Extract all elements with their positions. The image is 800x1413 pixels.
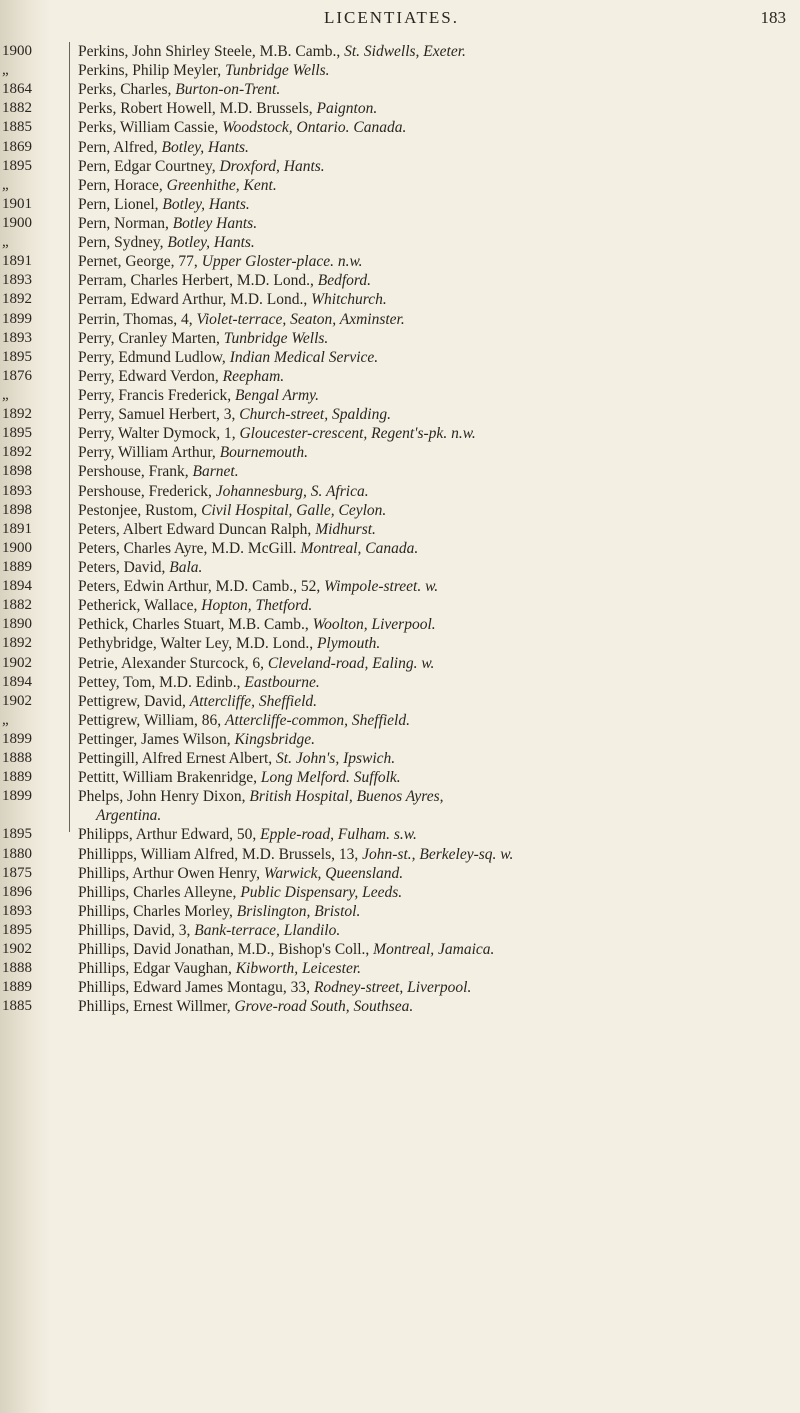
entry-year: 1893: [2, 482, 32, 499]
list-item: [0, 997, 800, 1016]
entry-name: Pethick, Charles Stuart, M.B. Camb.,: [78, 616, 313, 634]
entry-place: Botley, Hants.: [162, 195, 250, 213]
entry-name: Pern, Lionel,: [78, 195, 163, 213]
entry-name: Pern, Alfred,: [78, 138, 162, 156]
entry-text: [78, 443, 308, 462]
entry-name: Phillips, Edgar Vaughan,: [78, 960, 236, 978]
entry-place: Public Dispensary, Leeds.: [240, 883, 403, 901]
entry-place: Wimpole-street. w.: [324, 578, 439, 596]
entry-year: 1898: [2, 501, 32, 518]
entry-name: Perks, William Cassie,: [78, 119, 223, 137]
entry-place: Tunbridge Wells.: [223, 329, 329, 347]
entry-year: 1893: [2, 902, 32, 919]
entry-text: [78, 367, 284, 386]
entry-name: Perry, William Arthur,: [78, 444, 220, 462]
entry-year: 1893: [2, 272, 32, 289]
list-item: [0, 195, 800, 214]
entry-list: [0, 42, 800, 1017]
entry-text: [78, 997, 413, 1016]
entry-year: 1882: [2, 100, 32, 117]
entry-year: 1894: [2, 673, 32, 690]
entry-text: [78, 845, 513, 864]
entry-year: 1902: [2, 654, 32, 671]
entry-place: Attercliffe-common, Sheffield.: [225, 711, 410, 729]
entry-year: „: [2, 62, 9, 79]
entry-year: 1898: [2, 463, 32, 480]
entry-name: Pern, Horace,: [78, 176, 167, 194]
entry-text: [78, 138, 249, 157]
entry-text: [78, 978, 471, 997]
entry-year: 1869: [2, 138, 32, 155]
entry-place: Rodney-street, Liverpool.: [313, 979, 472, 997]
entry-text: [78, 711, 410, 730]
entry-place: Bank-terrace, Llandilo.: [194, 922, 341, 940]
entry-text: [78, 271, 371, 290]
entry-text: [78, 902, 360, 921]
entry-place: Hopton, Thetford.: [201, 597, 313, 615]
entry-place: Tunbridge Wells.: [225, 62, 330, 80]
page-number: 183: [760, 8, 786, 27]
entry-year: 1895: [2, 157, 32, 174]
entry-text: [78, 825, 417, 844]
entry-name: Pern, Norman,: [78, 214, 173, 232]
entry-year: 1885: [2, 119, 32, 136]
entry-name: Phillips, Ernest Willmer,: [78, 998, 235, 1016]
page-header: [0, 8, 800, 38]
list-item: [0, 329, 800, 348]
list-item: [0, 386, 800, 405]
list-item: [0, 921, 800, 940]
list-item: [0, 806, 800, 825]
entry-text: [78, 749, 395, 768]
list-item: [0, 520, 800, 539]
list-item: [0, 692, 800, 711]
list-item: [0, 290, 800, 309]
entry-text: [78, 940, 494, 959]
entry-place: St. Sidwells, Exeter.: [344, 43, 466, 60]
entry-name: Peters, Edwin Arthur, M.D. Camb., 52,: [78, 578, 325, 596]
list-item: [0, 558, 800, 577]
entry-year: 1895: [2, 826, 32, 843]
entry-text: [78, 520, 376, 539]
entry-place: Argentina.: [96, 807, 162, 825]
list-item: [0, 424, 800, 443]
entry-place: Plymouth.: [316, 635, 381, 653]
list-item: [0, 940, 800, 959]
entry-place: Long Melford. Suffolk.: [260, 769, 401, 787]
entry-place: Grove-road South, Southsea.: [234, 998, 414, 1016]
entry-text: [78, 787, 444, 806]
entry-place: Bala.: [169, 558, 203, 576]
entry-text: [78, 596, 312, 615]
entry-year: 1902: [2, 692, 32, 709]
entry-text: [78, 80, 280, 99]
list-item: [0, 654, 800, 673]
list-item: [0, 482, 800, 501]
entry-year: 1889: [2, 769, 32, 786]
entry-year: 1894: [2, 578, 32, 595]
entry-year: 1900: [2, 43, 32, 59]
list-item: [0, 978, 800, 997]
entry-name: Philipps, Arthur Edward, 50,: [78, 826, 261, 844]
entry-name: Perry, Walter Dymock, 1,: [78, 425, 240, 443]
entry-name: Pershouse, Frank,: [78, 463, 193, 481]
entry-name: Perrin, Thomas, 4,: [78, 310, 197, 328]
entry-place: Paignton.: [316, 100, 378, 118]
entry-year: 1899: [2, 310, 32, 327]
entry-name: Peters, David,: [78, 558, 170, 576]
entry-name: Perry, Samuel Herbert, 3,: [78, 406, 240, 424]
entry-name: Phillipps, William Alfred, M.D. Brussels, 13,: [78, 845, 363, 863]
list-item: [0, 176, 800, 195]
list-item: [0, 99, 800, 118]
entry-place: British Hospital, Buenos Ayres,: [249, 788, 444, 806]
entry-text: [78, 634, 380, 653]
entry-name: Perkins, John Shirley Steele, M.B. Camb.,: [78, 43, 345, 60]
entry-place: Burton-on-Trent.: [175, 81, 281, 99]
entry-place: Woodstock, Ontario. Canada.: [222, 119, 407, 137]
entry-name: Pern, Sydney,: [78, 234, 168, 252]
entry-text: [78, 348, 378, 367]
list-item: [0, 118, 800, 137]
entry-place: Gloucester-crescent, Regent's-pk. n.w.: [239, 425, 476, 443]
entry-text: [78, 864, 403, 883]
entry-name: Pettey, Tom, M.D. Edinb.,: [78, 673, 245, 691]
entry-name: Peters, Charles Ayre, M.D. McGill.: [78, 539, 301, 557]
entry-name: Phelps, John Henry Dixon,: [78, 788, 250, 806]
entry-name: Phillips, Charles Morley,: [78, 902, 237, 920]
list-item: [0, 864, 800, 883]
entry-text: [78, 233, 255, 252]
entry-text: [78, 501, 386, 520]
entry-place: Kingsbridge.: [234, 730, 315, 748]
entry-year: 1896: [2, 883, 32, 900]
entry-place: Woolton, Liverpool.: [312, 616, 436, 634]
list-item: [0, 42, 800, 61]
list-item: [0, 902, 800, 921]
entry-year: 1890: [2, 616, 32, 633]
entry-name: Perry, Francis Frederick,: [78, 386, 235, 404]
entry-text: [78, 768, 401, 787]
entry-place: Eastbourne.: [244, 673, 320, 691]
entry-year: 1892: [2, 444, 32, 461]
list-item: [0, 138, 800, 157]
entry-year: 1892: [2, 291, 32, 308]
entry-place: Johannesburg, S. Africa.: [215, 482, 369, 500]
list-item: [0, 577, 800, 596]
list-item: [0, 825, 800, 844]
entry-year: 1902: [2, 941, 32, 958]
list-item: [0, 883, 800, 902]
entry-name: Phillips, Charles Alleyne,: [78, 883, 241, 901]
entry-text: [78, 195, 250, 214]
entry-name: Pethybridge, Walter Ley, M.D. Lond.,: [78, 635, 317, 653]
list-item: [0, 252, 800, 271]
entry-place: Bedford.: [317, 272, 372, 290]
entry-text: [78, 310, 405, 329]
list-item: [0, 845, 800, 864]
entry-place: Botley, Hants.: [161, 138, 249, 156]
list-item: [0, 80, 800, 99]
entry-year: 1895: [2, 922, 32, 939]
list-item: [0, 443, 800, 462]
list-item: [0, 959, 800, 978]
entry-name: Pern, Edgar Courtney,: [78, 157, 220, 175]
entry-text: [78, 329, 328, 348]
entry-year: 1891: [2, 253, 32, 270]
list-item: [0, 271, 800, 290]
entry-year: „: [2, 386, 9, 403]
entry-text: [78, 654, 434, 673]
entry-year: 1876: [2, 367, 32, 384]
list-item: [0, 462, 800, 481]
list-item: [0, 787, 800, 806]
entry-place: St. John's, Ipswich.: [276, 750, 396, 768]
entry-name: Perkins, Philip Meyler,: [78, 62, 226, 80]
entry-year: 1899: [2, 788, 32, 805]
list-item: [0, 367, 800, 386]
entry-place: Midhurst.: [315, 520, 376, 538]
entry-year: 1892: [2, 406, 32, 423]
list-item: [0, 405, 800, 424]
entry-text: [78, 539, 418, 558]
entry-place: Botley, Hants.: [167, 234, 255, 252]
entry-place: John-st., Berkeley-sq. w.: [362, 845, 514, 863]
entry-place: Whitchurch.: [311, 291, 387, 309]
list-item: [0, 233, 800, 252]
entry-place: Epple-road, Fulham. s.w.: [260, 826, 417, 844]
entry-year: 1864: [2, 81, 32, 98]
entry-year: 1889: [2, 558, 32, 575]
entry-name: Petrie, Alexander Sturcock, 6,: [78, 654, 268, 672]
entry-name: Perks, Robert Howell, M.D. Brussels,: [78, 100, 317, 118]
entry-text: [78, 883, 402, 902]
entry-name: Perry, Edward Verdon,: [78, 367, 223, 385]
list-item: [0, 615, 800, 634]
entry-year: „: [2, 711, 9, 728]
entry-year: 1901: [2, 195, 32, 212]
entry-year: 1882: [2, 597, 32, 614]
entry-text: [96, 806, 161, 825]
entry-year: 1899: [2, 730, 32, 747]
entry-year: 1895: [2, 425, 32, 442]
entry-text: [78, 252, 363, 271]
entry-place: Montreal, Jamaica.: [373, 941, 495, 959]
entry-name: Pestonjee, Rustom,: [78, 501, 202, 519]
entry-place: Barnet.: [192, 463, 239, 481]
entry-name: Pettinger, James Wilson,: [78, 730, 235, 748]
list-item: [0, 539, 800, 558]
entry-text: [78, 921, 340, 940]
list-item: [0, 310, 800, 329]
list-item: [0, 157, 800, 176]
entry-place: Civil Hospital, Galle, Ceylon.: [201, 501, 387, 519]
list-item: [0, 749, 800, 768]
entry-place: Kibworth, Leicester.: [235, 960, 362, 978]
entry-place: Botley Hants.: [172, 214, 258, 232]
entry-place: Greenhithe, Kent.: [166, 176, 277, 194]
entry-text: [78, 692, 317, 711]
entry-text: [78, 118, 406, 137]
entry-year: 1875: [2, 864, 32, 881]
entry-name: Pettigrew, William, 86,: [78, 711, 226, 729]
entry-text: [78, 462, 239, 481]
entry-text: [78, 615, 436, 634]
entry-year: 1900: [2, 539, 32, 556]
entry-text: [78, 424, 476, 443]
entry-place: Church-street, Spalding.: [239, 406, 391, 424]
list-item: [0, 768, 800, 787]
entry-place: Warwick, Queensland.: [263, 864, 404, 882]
entry-text: [78, 558, 202, 577]
entry-place: Cleveland-road, Ealing. w.: [267, 654, 435, 672]
entry-name: Phillips, David, 3,: [78, 922, 195, 940]
entry-text: [78, 61, 330, 80]
entry-text: [78, 482, 369, 501]
entry-name: Phillips, Arthur Owen Henry,: [78, 864, 264, 882]
entry-text: [78, 577, 438, 596]
entry-place: Bournemouth.: [219, 444, 308, 462]
entry-year: 1900: [2, 214, 32, 231]
list-item: [0, 730, 800, 749]
entry-place: Reepham.: [222, 367, 285, 385]
entry-place: Brislington, Bristol.: [236, 902, 361, 920]
entry-text: [78, 99, 377, 118]
entry-year: 1885: [2, 998, 32, 1015]
entry-year: 1895: [2, 348, 32, 365]
entry-name: Perry, Cranley Marten,: [78, 329, 224, 347]
entry-name: Peters, Albert Edward Duncan Ralph,: [78, 520, 316, 538]
list-item: [0, 214, 800, 233]
entry-name: Perry, Edmund Ludlow,: [78, 348, 230, 366]
entry-year: 1891: [2, 520, 32, 537]
entry-year: 1889: [2, 979, 32, 996]
entry-place: Montreal, Canada.: [300, 539, 419, 557]
entry-place: Bengal Army.: [234, 386, 320, 404]
list-item: [0, 61, 800, 80]
entry-name: Perks, Charles,: [78, 81, 176, 99]
list-item: [0, 501, 800, 520]
list-item: [0, 673, 800, 692]
entry-place: Droxford, Hants.: [219, 157, 325, 175]
list-item: [0, 348, 800, 367]
running-title: LICENTIATES.: [324, 8, 459, 27]
entry-name: Pernet, George, 77,: [78, 253, 202, 271]
entry-text: [78, 959, 361, 978]
entry-year: 1892: [2, 635, 32, 652]
entry-text: [78, 386, 319, 405]
entry-name: Petherick, Wallace,: [78, 597, 202, 615]
entry-text: [78, 42, 466, 61]
entry-name: Perram, Edward Arthur, M.D. Lond.,: [78, 291, 312, 309]
entry-name: Phillips, Edward James Montagu, 33,: [78, 979, 314, 997]
list-item: [0, 711, 800, 730]
entry-name: Pettigrew, David,: [78, 692, 190, 710]
entry-year: 1880: [2, 845, 32, 862]
list-item: [0, 596, 800, 615]
entry-text: [78, 157, 325, 176]
entry-year: 1888: [2, 750, 32, 767]
entry-text: [78, 673, 320, 692]
entry-text: [78, 214, 257, 233]
entry-place: Violet-terrace, Seaton, Axminster.: [196, 310, 405, 328]
entry-name: Pettingill, Alfred Ernest Albert,: [78, 750, 277, 768]
entry-place: Upper Gloster-place. n.w.: [201, 253, 363, 271]
list-item: [0, 634, 800, 653]
entry-year: 1888: [2, 960, 32, 977]
entry-place: Indian Medical Service.: [229, 348, 379, 366]
entry-text: [78, 730, 315, 749]
entry-place: Attercliffe, Sheffield.: [189, 692, 318, 710]
entry-text: [78, 405, 391, 424]
entry-name: Pershouse, Frederick,: [78, 482, 216, 500]
entry-year: „: [2, 234, 9, 251]
entry-name: Perram, Charles Herbert, M.D. Lond.,: [78, 272, 318, 290]
entry-year: „: [2, 176, 9, 193]
entry-year: 1893: [2, 329, 32, 346]
entry-text: [78, 290, 387, 309]
entry-text: [78, 176, 277, 195]
entry-name: Pettitt, William Brakenridge,: [78, 769, 261, 787]
entry-name: Phillips, David Jonathan, M.D., Bishop's Coll.,: [78, 941, 374, 959]
